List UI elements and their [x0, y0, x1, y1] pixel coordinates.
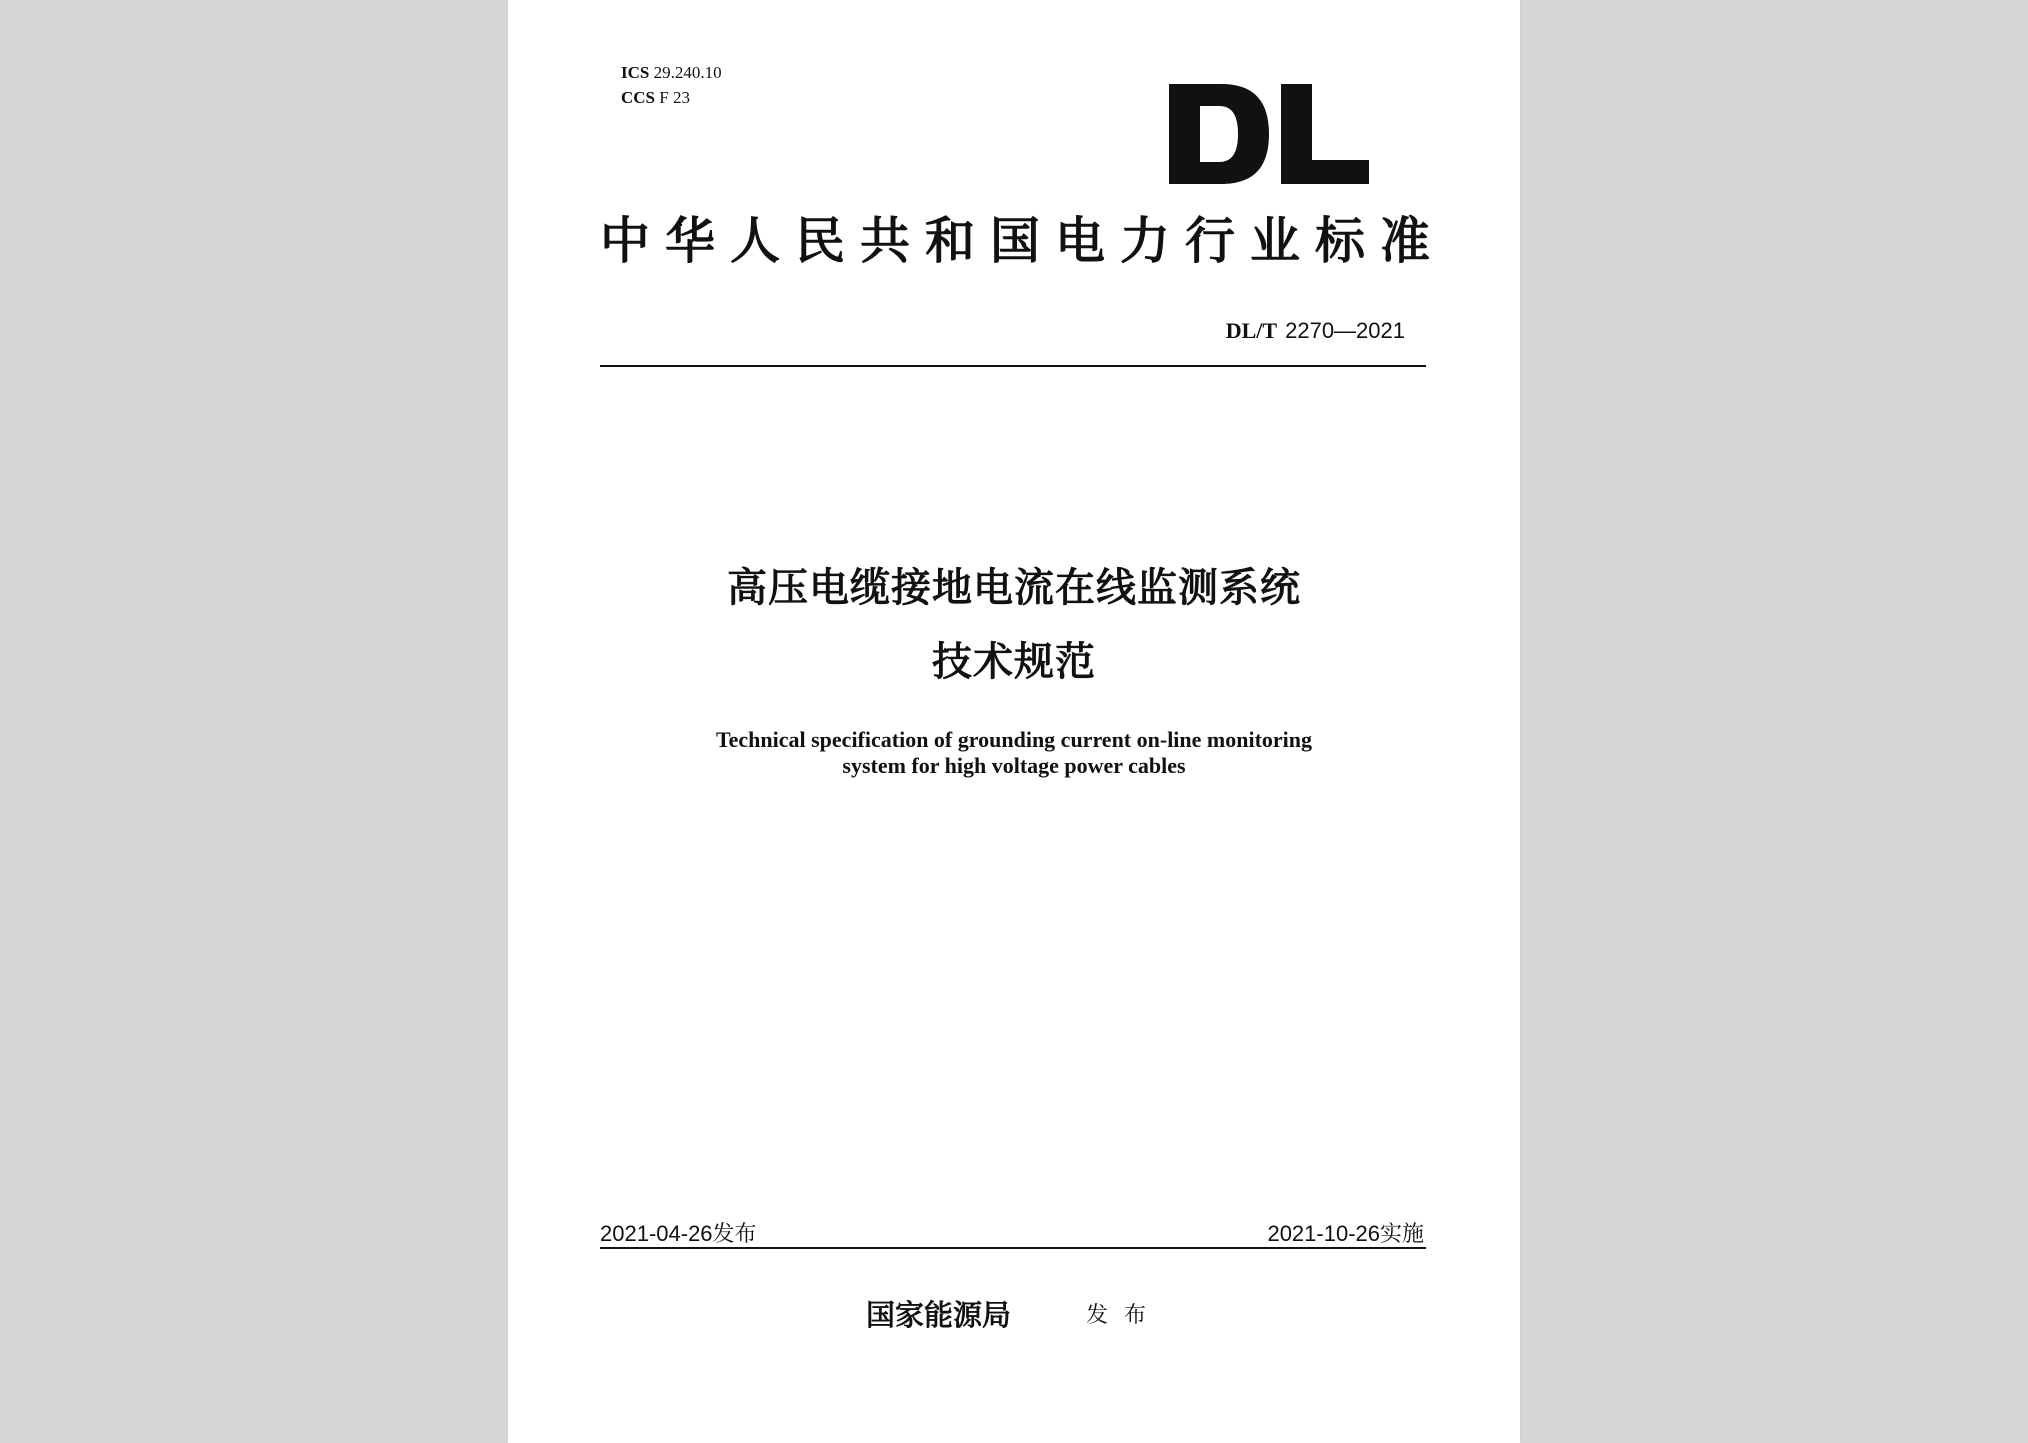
chinese-title-line-1: 高压电缆接地电流在线监测系统: [727, 565, 1301, 611]
issued-label: 发布: [1086, 1303, 1163, 1328]
standard-number-prefix: DL/T: [1225, 318, 1278, 343]
dl-logo: [1169, 84, 1369, 184]
classification-codes: [621, 60, 722, 110]
english-title-line-1: Technical specification of grounding current on-line monitoring: [715, 727, 1313, 752]
standard-category-title: 中华人民共和国电力行业标准: [600, 211, 1432, 270]
standard-number-value: 2270—2021: [1285, 318, 1405, 343]
ccs-code: [621, 85, 722, 110]
english-title-line-2: system for high voltage power cables: [842, 753, 1186, 778]
issuing-authority: 国家能源局: [866, 1298, 1012, 1332]
header-divider: [600, 365, 1426, 367]
footer-divider: [600, 1247, 1426, 1249]
standard-number: [1226, 318, 1405, 344]
document-page: [508, 0, 1520, 1443]
ccs-label: CCS: [621, 88, 656, 107]
chinese-title-line-2: 技术规范: [932, 639, 1096, 685]
issue-date: 2021-04-26发布: [600, 1221, 757, 1246]
ccs-value: F 23: [659, 88, 690, 107]
implementation-date: 2021-10-26实施: [1267, 1221, 1424, 1246]
ics-label: ICS: [621, 63, 650, 82]
ics-value: 29.240.10: [653, 63, 722, 82]
ics-code: [621, 60, 722, 85]
